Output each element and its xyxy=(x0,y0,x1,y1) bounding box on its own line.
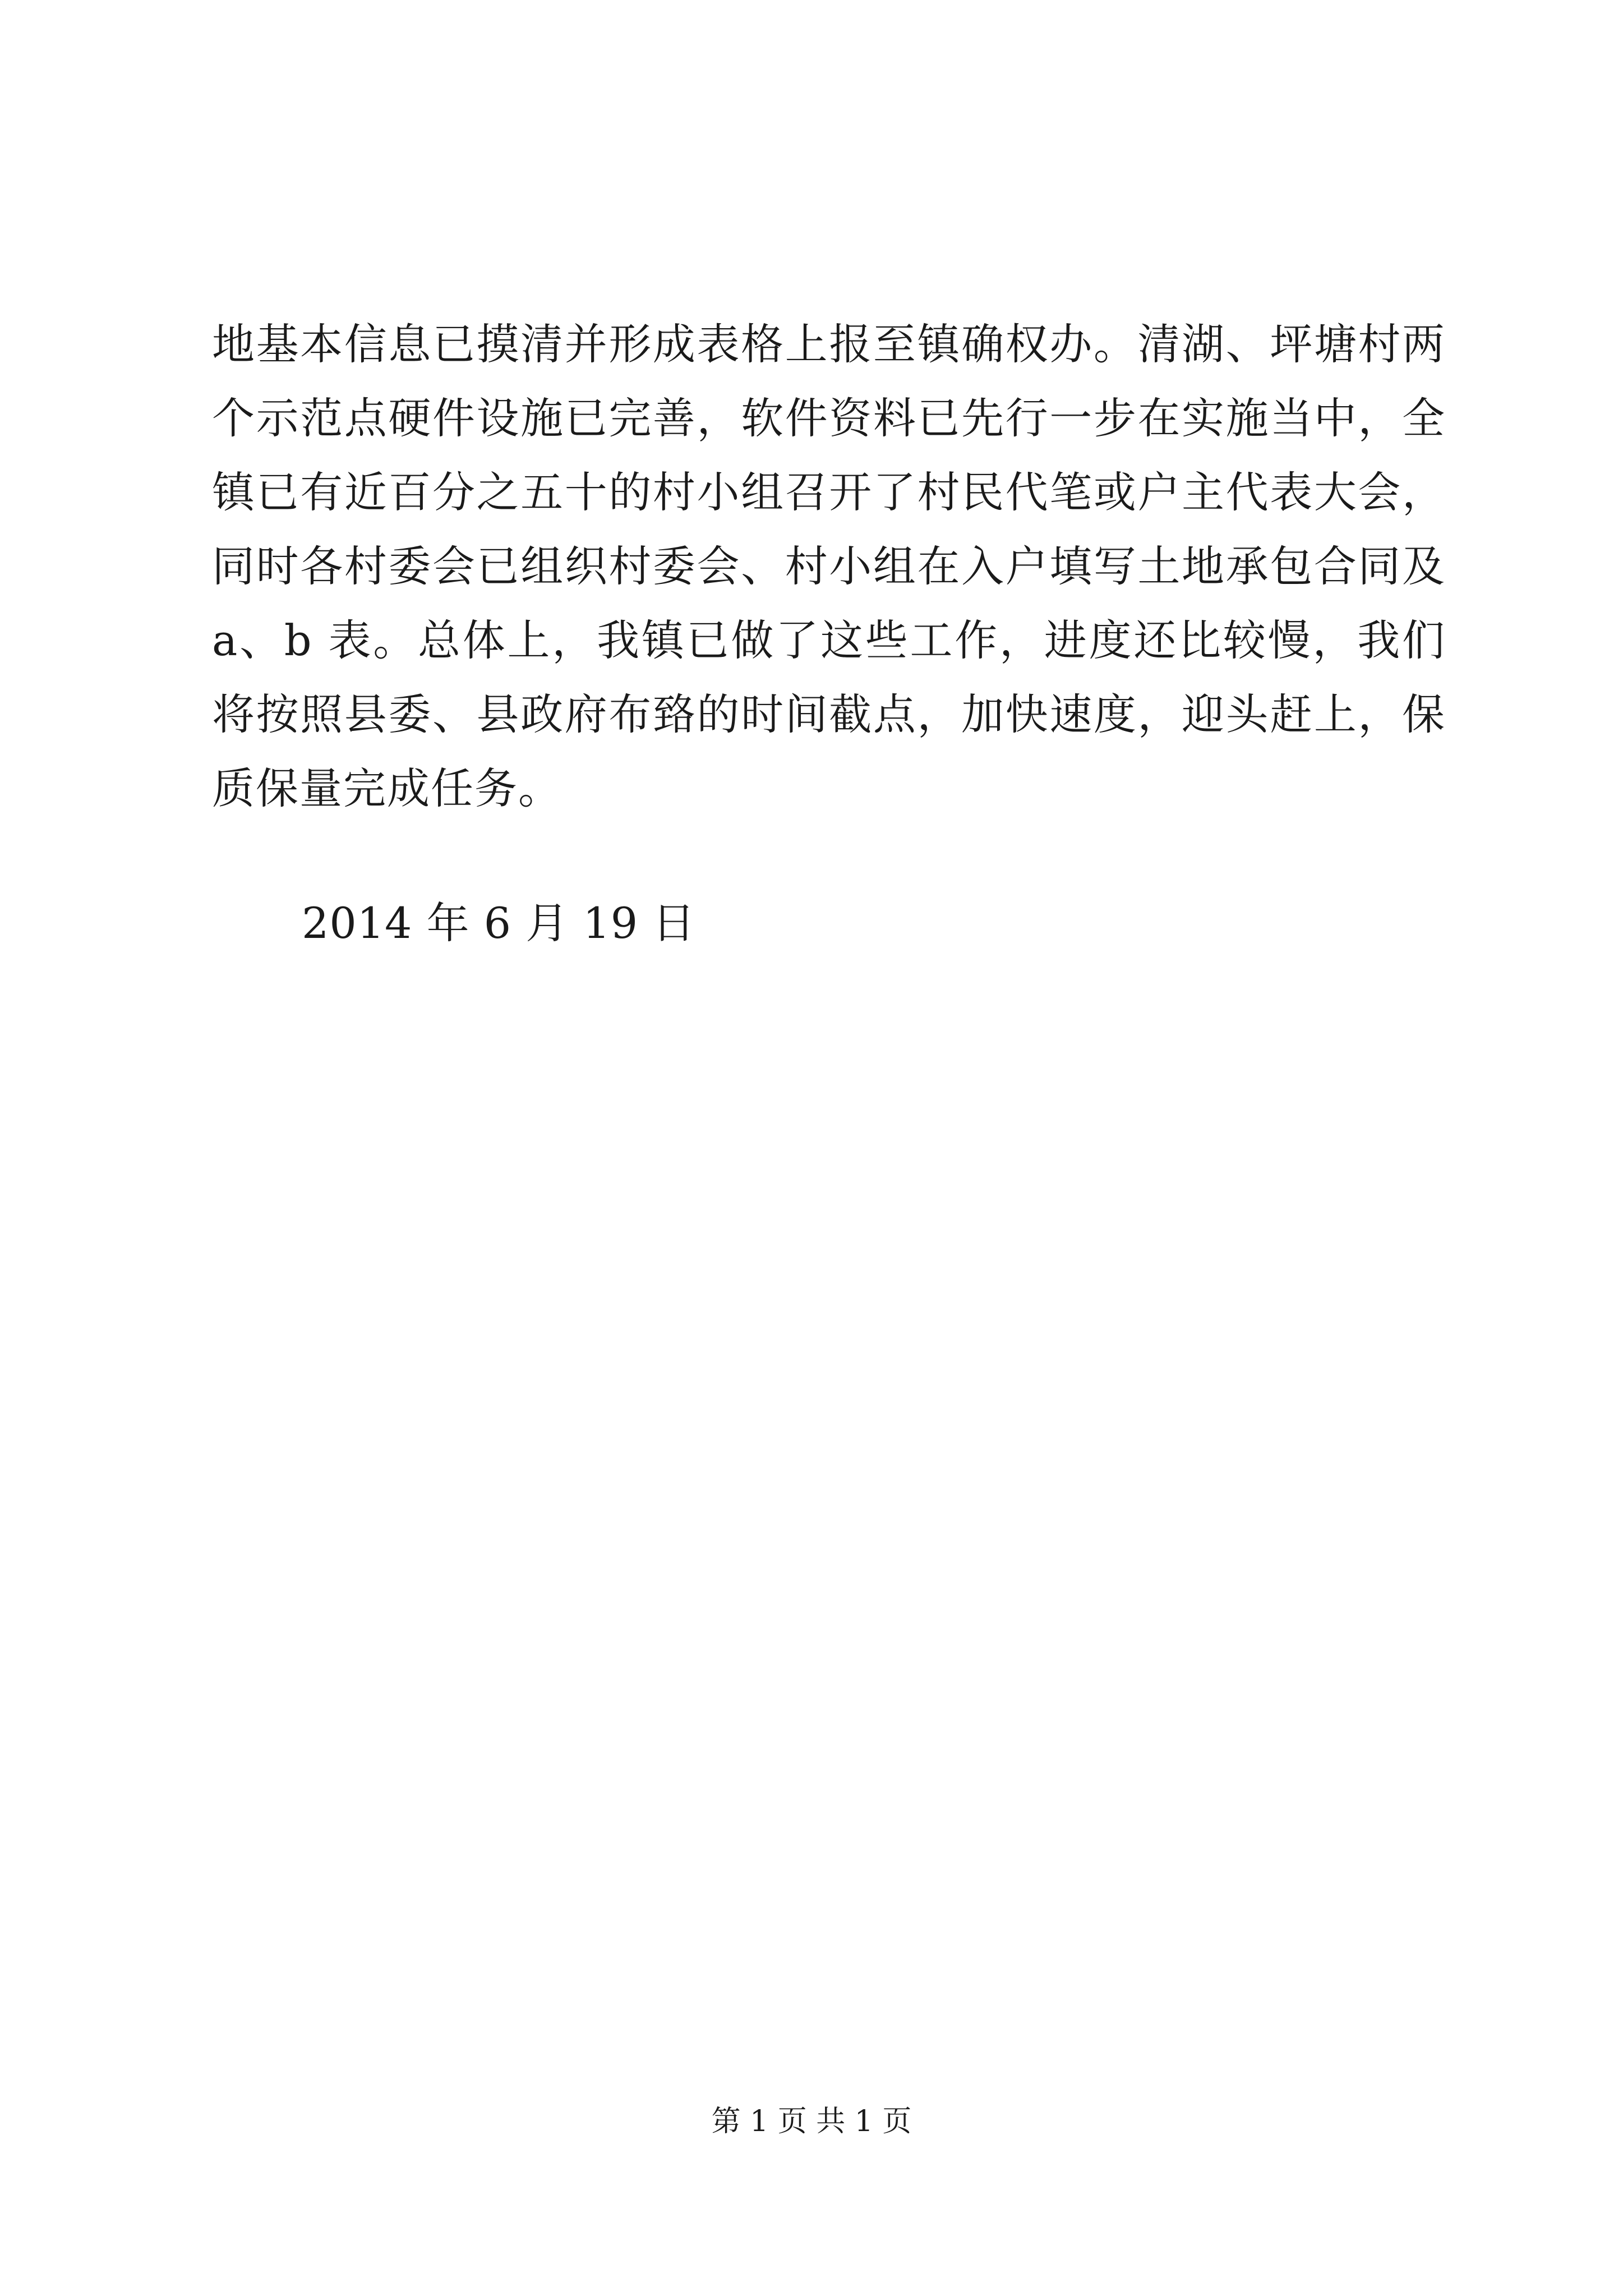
body-line-1: 地基本信息已摸清并形成表格上报至镇确权办。清湖、坪塘村两 xyxy=(212,319,1446,369)
body-paragraph xyxy=(212,307,1446,826)
body-line-6: 将按照县委、县政府布臵的时间截点，加快速度，迎头赶上，保 xyxy=(212,689,1446,739)
page-footer: 第 1 页 共 1 页 xyxy=(711,2105,912,2138)
body-line-4: 同时各村委会已组织村委会、村小组在入户填写土地承包合同及 xyxy=(212,541,1446,591)
body-line-2: 个示范点硬件设施已完善，软件资料已先行一步在实施当中，全 xyxy=(212,393,1446,443)
body-line-7: 质保量完成任务。 xyxy=(212,763,562,813)
body-line-3: 镇已有近百分之五十的村小组召开了村民代笔或户主代表大会， xyxy=(212,467,1446,517)
document-date: 2014 年 6 月 19 日 xyxy=(302,898,696,948)
body-line-5: a、b 表。总体上，我镇已做了这些工作，进度还比较慢，我们 xyxy=(212,615,1446,665)
